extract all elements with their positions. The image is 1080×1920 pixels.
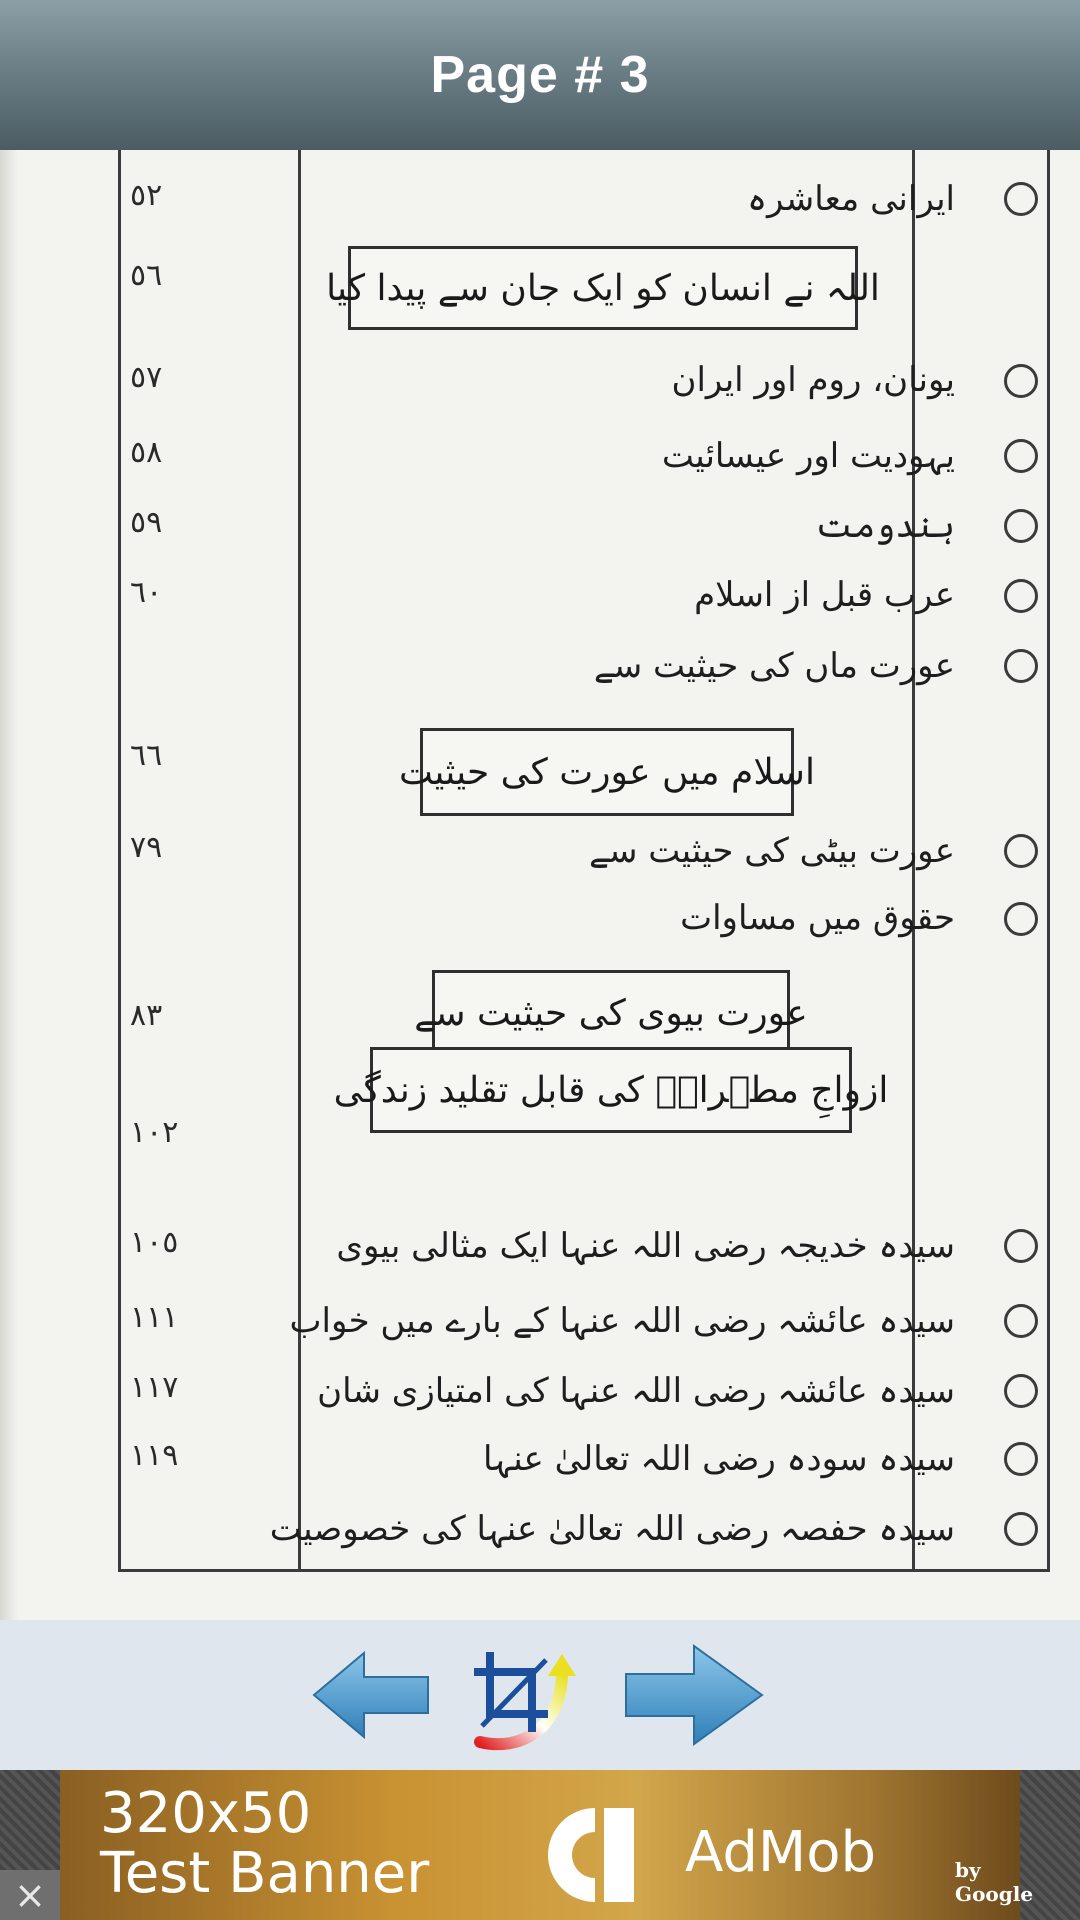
ad-by-google: by Google — [955, 1858, 1034, 1906]
toc-row — [118, 1370, 1050, 1430]
toc-entry-text: یونان، روم اور ایران — [671, 360, 955, 400]
title-bar — [0, 0, 1080, 150]
toc-row — [118, 1069, 1050, 1175]
toc-row — [118, 645, 1050, 705]
toc-entry-text: ہندومت — [815, 506, 955, 546]
toc-section-heading: اسلام میں عورت کی حیثیت — [420, 728, 794, 816]
toc-bullet-icon — [1004, 439, 1038, 473]
toc-bullet-icon — [1004, 182, 1038, 216]
toc-entry-text: یہودیت اور عیسائیت — [661, 436, 955, 476]
ad-text — [100, 1781, 430, 1906]
toc-entry-text: حقوق میں مساوات — [680, 898, 955, 938]
toc-row — [118, 738, 1050, 798]
toc-bullet-icon — [1004, 579, 1038, 613]
toc-page-number: ٦٠ — [130, 575, 163, 610]
toc-page-number: ١١٧ — [130, 1370, 179, 1405]
toc-page-number: ٥٦ — [130, 258, 163, 293]
scanned-page[interactable] — [0, 150, 1080, 1620]
toc-entry-text: سیدہ خدیجہ رضی اللہ عنہا ایک مثالی بیوی — [336, 1226, 955, 1266]
ad-brand: AdMob — [685, 1820, 876, 1885]
toc-row — [118, 898, 1050, 958]
toc-row — [118, 1300, 1050, 1360]
toc-bullet-icon — [1004, 649, 1038, 683]
arrow-left-icon — [312, 1645, 432, 1745]
toc-page-number: ٥٨ — [130, 435, 163, 470]
close-icon: × — [14, 1873, 46, 1917]
toc-page-number: ١١٩ — [130, 1438, 179, 1473]
ad-size-label: 320x50 — [100, 1781, 312, 1846]
toc-bullet-icon — [1004, 1512, 1038, 1546]
toc-entry-text: سیدہ عائشہ رضی اللہ عنہا کے بارے میں خواب — [289, 1301, 955, 1341]
toc-entry-text: سیدہ عائشہ رضی اللہ عنہا کی امتیازی شان — [317, 1371, 955, 1411]
crop-rotate-button[interactable] — [462, 1642, 582, 1752]
toc-row — [118, 1225, 1050, 1285]
toc-entry-text: ایرانی معاشرہ — [747, 179, 955, 219]
toc-page-number: ١١١ — [130, 1300, 179, 1335]
toc-bullet-icon — [1004, 1304, 1038, 1338]
toc-page-number: ١٠٥ — [130, 1225, 179, 1260]
next-page-button[interactable] — [624, 1642, 764, 1748]
toc-section-heading: ازواجِ مطہراتؓ کی قابل تقلید زندگی — [370, 1047, 852, 1133]
toc-entry-text: عورت بیٹی کی حیثیت سے — [589, 831, 955, 871]
toc-page-number: ٥٧ — [130, 360, 163, 395]
toc-page-number: ٥٢ — [130, 178, 163, 213]
toc-page-number: ١٠٢ — [130, 1115, 179, 1150]
toc-row — [118, 178, 1050, 238]
toc-page-number: ٨٣ — [130, 998, 163, 1033]
toc-row — [118, 435, 1050, 495]
toc-bullet-icon — [1004, 834, 1038, 868]
navigation-bar — [0, 1620, 1080, 1770]
toc-section-heading: عورت بیوی کی حیثیت سے — [432, 970, 790, 1056]
toc-row — [118, 830, 1050, 890]
toc-page-number: ٦٦ — [130, 738, 163, 773]
admob-logo-icon — [540, 1800, 650, 1910]
ad-banner[interactable] — [0, 1770, 1080, 1920]
toc-row — [118, 1438, 1050, 1498]
toc-page-number: ٥٩ — [130, 505, 163, 540]
toc-bullet-icon — [1004, 364, 1038, 398]
toc-bullet-icon — [1004, 509, 1038, 543]
toc-section-heading: اللہ نے انسان کو ایک جان سے پیدا کیا — [348, 246, 858, 330]
toc-bullet-icon — [1004, 1442, 1038, 1476]
toc-entry-text: عورت ماں کی حیثیت سے — [593, 646, 955, 686]
crop-rotate-icon — [462, 1642, 582, 1752]
arrow-right-icon — [624, 1642, 764, 1748]
toc-bullet-icon — [1004, 1229, 1038, 1263]
toc-entry-text: عرب قبل از اسلام — [694, 575, 955, 615]
previous-page-button[interactable] — [312, 1645, 432, 1745]
toc-entry-text: سیدہ حفصہ رضی اللہ تعالیٰ عنہا کی خصوصیت — [269, 1509, 955, 1549]
ad-test-label: Test Banner — [100, 1841, 430, 1906]
toc-row — [118, 575, 1050, 635]
toc-row — [118, 505, 1050, 565]
ad-banner-content[interactable] — [60, 1770, 1034, 1920]
toc-page-number: ٧٩ — [130, 830, 163, 865]
page-title: Page # 3 — [430, 46, 650, 104]
ad-close-button[interactable] — [0, 1870, 60, 1920]
toc-bullet-icon — [1004, 902, 1038, 936]
toc-row — [118, 258, 1050, 318]
toc-row — [118, 360, 1050, 420]
toc-entry-text: سیدہ سودہ رضی اللہ تعالیٰ عنہا — [482, 1439, 955, 1479]
toc-row — [118, 1508, 1050, 1568]
toc-bullet-icon — [1004, 1374, 1038, 1408]
